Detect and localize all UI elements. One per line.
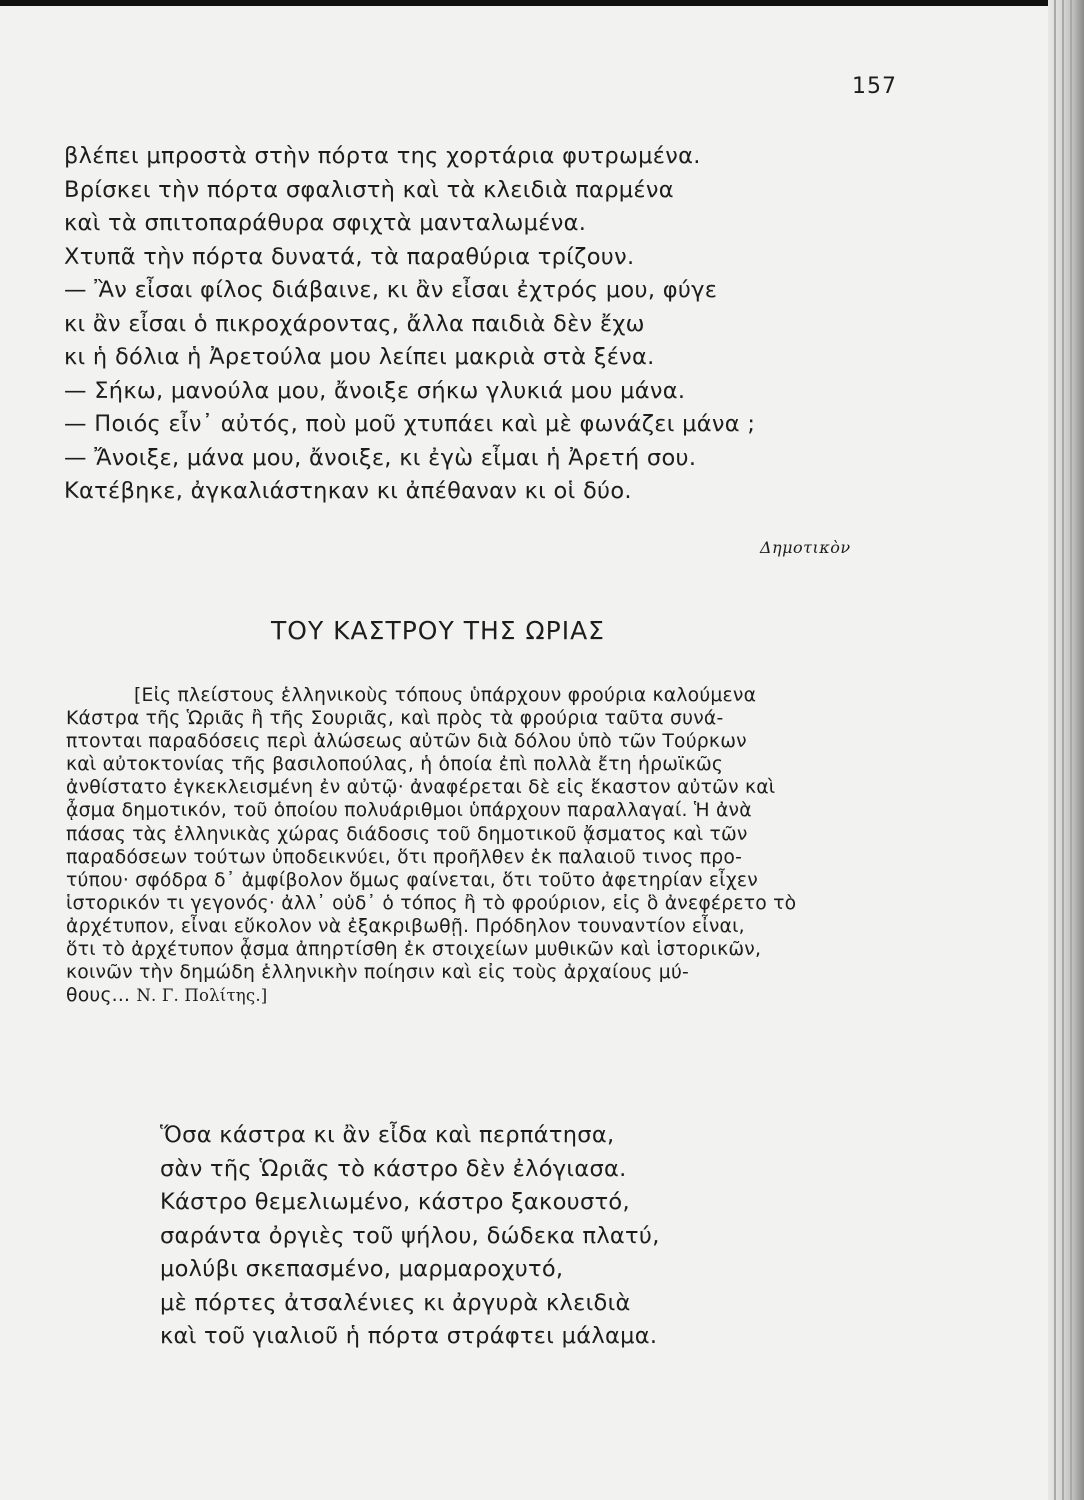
prose-line: τύπου· σφόδρα δ᾽ ἀμφίβολον ὅμως φαίνεται, ὅτι τοῦτο ἀφετηρίαν εἶχεν [66,869,758,891]
poem-stanza-1 [64,140,755,509]
prose-line: κοινῶν τὴν δημώδη ἑλληνικὴν ποίησιν καὶ εἰς τοὺς ἀρχαίους μύ- [66,962,690,984]
prose-line: ᾆσμα δημοτικόν, τοῦ ὁποίου πολυάριθμοι ὑπάρχουν παραλλαγαί. Ἡ ἀνὰ [66,800,752,822]
poem-line: καὶ τὰ σπιτοπαράθυρα σφιχτὰ μανταλωμένα. [64,210,587,236]
poem-line: κι ἡ δόλια ἡ Ἀρετούλα μου λείπει μακριὰ στὰ ξένα. [64,344,655,370]
poem-line: Κάστρο θεμελιωμένο, κάστρο ξακουστό, [160,1189,630,1215]
prose-line: πτονται παραδόσεις περὶ ἁλώσεως αὐτῶν διὰ δόλου ὑπὸ τῶν Τούρκων [66,731,747,753]
poem-line: — Ἂν εἶσαι φίλος διάβαινε, κι ἂν εἶσαι ἐχτρός μου, φύγε [64,277,718,303]
poem-line: σὰν τῆς Ὡριᾶς τὸ κάστρο δὲν ἐλόγιασα. [160,1155,627,1182]
poem-line: κι ἂν εἶσαι ὁ πικροχάροντας, ἄλλα παιδιὰ δὲν ἔχω [64,310,645,337]
poem-line: Ὅσα κάστρα κι ἂν εἶδα καὶ περπάτησα, [160,1122,615,1148]
poem-line: Βρίσκει τὴν πόρτα σφαλιστὴ καὶ τὰ κλειδιὰ παρμένα [64,176,674,203]
poem-attribution: Δημοτικὸν [760,538,851,557]
prose-line: ἱστορικόν τι γεγονός· ἀλλ᾽ οὐδ᾽ ὁ τόπος ἢ τὸ φρούριον, εἰς ὃ ἀνεφέρετο τὸ [66,892,797,914]
prose-line: [Εἰς πλείστους ἑλληνικοὺς τόπους ὑπάρχουν φρούρια καλούμενα [134,685,757,706]
prose-author: Ν. Γ. Πολίτης.] [136,986,268,1006]
prose-line-end: θους... [66,985,131,1007]
page-edge-line [1054,0,1056,1500]
prose-line: Κάστρα τῆς Ὡριᾶς ἢ τῆς Σουριᾶς, καὶ πρὸς τὰ φρούρια ταῦτα συνά- [66,708,724,730]
prose-last-line [66,984,916,1007]
page-number: 157 [852,74,897,99]
poem-line: βλέπει μπροστὰ στὴν πόρτα της χορτάρια φυτρωμένα. [64,143,701,169]
page-edge-stack [1048,0,1084,1500]
prose-line: ἀνθίστατο ἐγκεκλεισμένη ἐν αὐτῷ· ἀναφέρεται δὲ εἰς ἕκαστον αὐτῶν καὶ [66,777,776,799]
prose-line: πάσας τὰς ἑλληνικὰς χώρας διάδοσις τοῦ δημοτικοῦ ᾄσματος καὶ τῶν [66,823,748,845]
poem-line: — Ἄνοιξε, μάνα μου, ἄνοιξε, κι ἐγὼ εἶμαι ἡ Ἀρετή σου. [64,444,697,471]
prose-line: καὶ αὐτοκτονίας τῆς βασιλοπούλας, ἡ ὁποία ἐπὶ πολλὰ ἔτη ἡρωϊκῶς [66,754,724,776]
prose-line: ὅτι τὸ ἀρχέτυπον ᾆσμα ἀπηρτίσθη ἐκ στοιχείων μυθικῶν καὶ ἱστορικῶν, [66,939,762,961]
page-edge-line [1062,0,1064,1500]
prose-line: ἀρχέτυπον, εἶναι εὔκολον νὰ ἐξακριβωθῇ. Πρόδηλον τουναντίον εἶναι, [66,915,745,937]
section-title: ΤΟΥ ΚΑΣΤΡΟΥ ΤΗΣ ΩΡΙΑΣ [271,616,605,645]
page-edge-line [1070,0,1072,1500]
poem-line: σαράντα ὀργιὲς τοῦ ψήλου, δώδεκα πλατύ, [160,1222,660,1249]
poem-stanza-2 [160,1118,660,1353]
prose-line: παραδόσεων τούτων ὑποδεικνύει, ὅτι προῆλθεν ἐκ παλαιοῦ τινος προ- [66,846,743,868]
poem-line: μὲ πόρτες ἀτσαλένιες κι ἀργυρὰ κλειδιὰ [160,1289,631,1316]
poem-line: — Σήκω, μανούλα μου, ἄνοιξε σήκω γλυκιά μου μάνα. [64,377,686,404]
introduction-paragraph [66,684,916,1007]
page-top-shadow [0,0,1084,6]
poem-line: καὶ τοῦ γιαλιοῦ ἡ πόρτα στράφτει μάλαμα. [160,1323,658,1349]
poem-line: Κατέβηκε, ἀγκαλιάστηκαν κι ἀπέθαναν κι οἱ δύο. [64,478,632,504]
poem-line: Χτυπᾶ τὴν πόρτα δυνατά, τὰ παραθύρια τρίζουν. [64,243,635,270]
poem-line: — Ποιός εἶν᾽ αὐτός, ποὺ μοῦ χτυπάει καὶ μὲ φωνάζει μάνα ; [64,411,756,437]
poem-line: μολύβι σκεπασμένο, μαρμαροχυτό, [160,1256,564,1282]
